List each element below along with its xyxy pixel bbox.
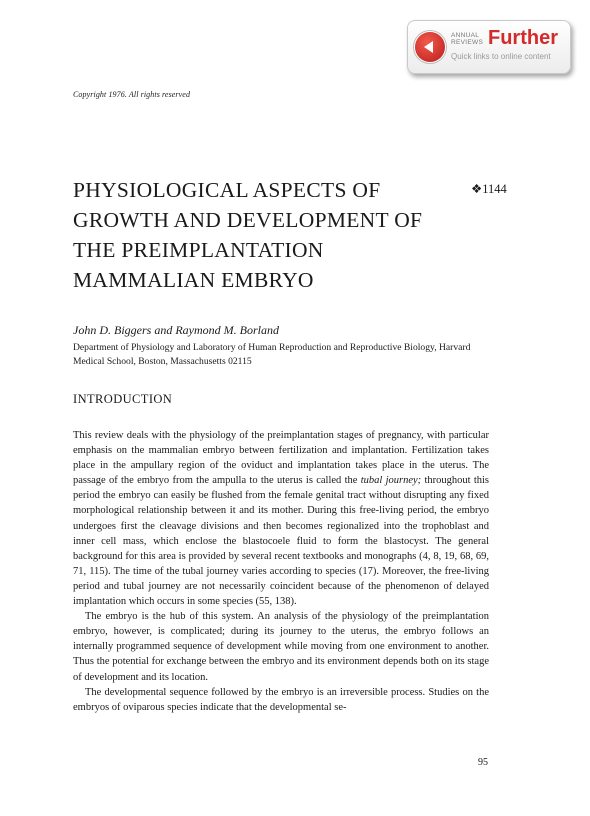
section-heading-introduction: INTRODUCTION: [73, 392, 173, 406]
badge-further-text: Further: [488, 27, 558, 49]
title-line: THE PREIMPLANTATION: [73, 238, 324, 262]
body-paragraph: [73, 428, 489, 609]
title-line: PHYSIOLOGICAL ASPECTS OF: [73, 178, 381, 202]
body-paragraph: The embryo is the hub of this system. An analysis of the physiology of the preimplantation embryo, however, is complicated; during its journey to the uterus, the embryo follows an internally programmed sequence of development while moving from one environment to another. Thus the potential for exchange between the embryo and its environment depends both on its stage of development and its location.: [73, 611, 489, 683]
paragraph-text: This review deals with the physiology of the preimplantation stages of pregnancy, with particular emphasis on the mammalian embryo between fertilization and implantation. Fertilization takes place in the ampullary region of the oviduct and implantation takes place in the uterus. The passage of the embryo from the ampulla to the uterus is called the: [73, 430, 489, 487]
badge-quick-links-text: Quick links to online content: [451, 52, 551, 61]
emphasized-term: tubal journey;: [360, 475, 422, 487]
title-line: MAMMALIAN EMBRYO: [73, 268, 314, 292]
article-title: [73, 175, 453, 295]
article-body: [73, 428, 489, 715]
copyright-notice: Copyright 1976. All rights reserved: [73, 90, 191, 99]
body-paragraph: The developmental sequence followed by the embryo is an irreversible process. Studies on the embryos of oviparous species indicate that the developmental se-: [73, 686, 489, 713]
paragraph-text: throughout this period the embryo can easily be flushed from the female genital tract without disrupting any fixed morphological relationship between it and its mother. During this free-living period, the embryo undergoes first the cleavage divisions and then becomes regionalized into the trophoblast and inner cell mass, which enclose the blastocoele fluid to form the blastocyst. The general background for this area is provided by several recent textbooks and monographs (4, 8, 19, 68, 69, 71, 115). The time of the tubal journey varies according to species (17). Moreover, the free-living period and tubal journey are not necessarily coincident because of the phenomenon of delayed implantation which occurs in some species (55, 138).: [73, 475, 489, 608]
author-names: John D. Biggers and Raymond M. Borland: [73, 323, 279, 337]
article-reference-number: ❖1144: [471, 182, 507, 196]
annual-reviews-further-badge[interactable]: [407, 20, 571, 74]
badge-annual-text: ANNUAL: [451, 32, 480, 39]
author-affiliation: Department of Physiology and Laboratory of Human Reproduction and Reproductive Biology, Harvard Medical School, Boston, Massachusetts 02115: [73, 342, 471, 367]
back-arrow-icon: [415, 32, 445, 62]
badge-reviews-text: REVIEWS: [451, 39, 484, 46]
page-number: 95: [478, 757, 488, 768]
title-line: GROWTH AND DEVELOPMENT OF: [73, 208, 423, 232]
